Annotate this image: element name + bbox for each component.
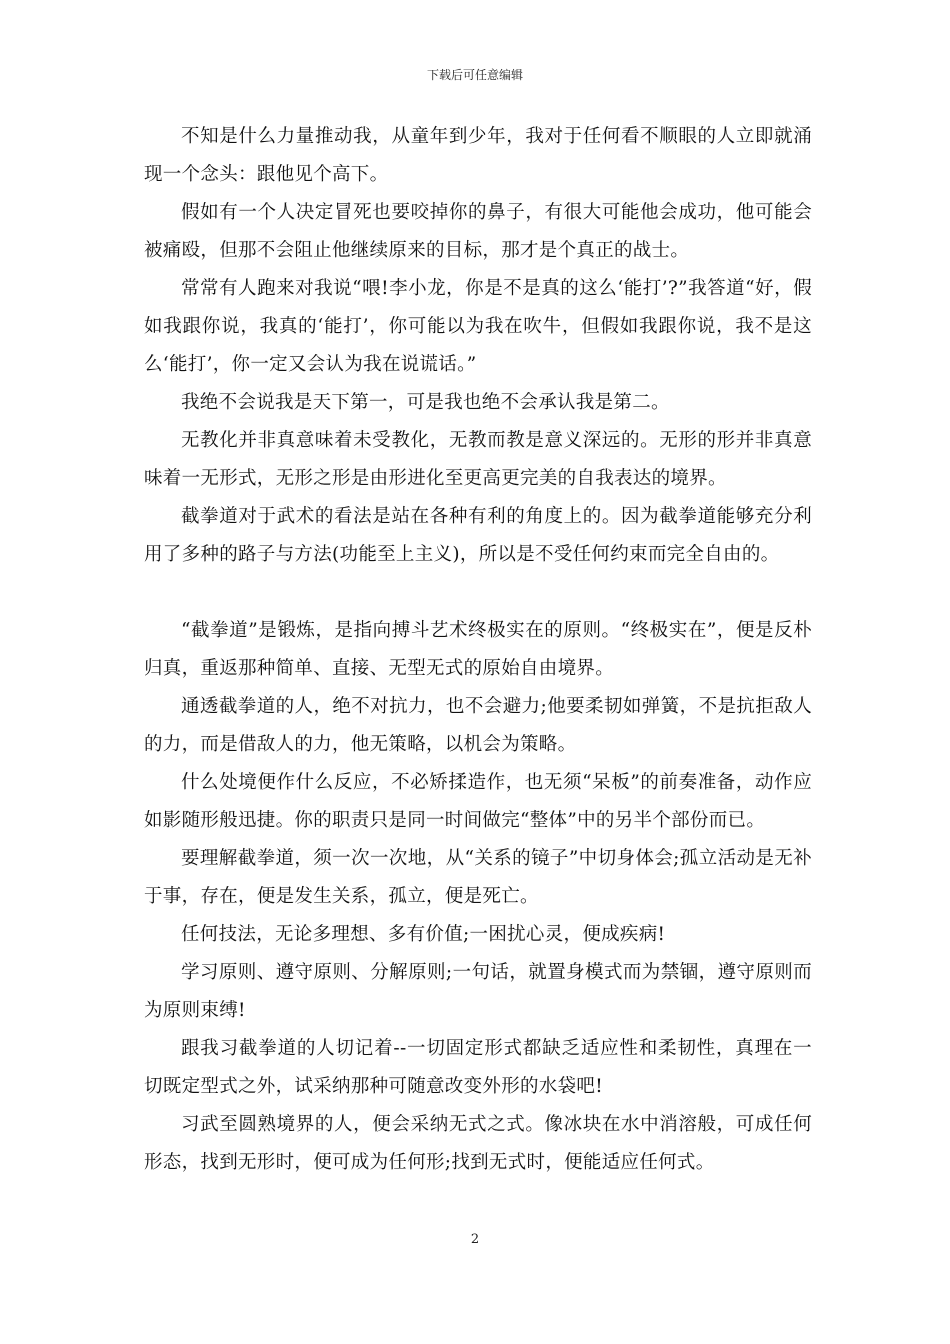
paragraph: 我绝不会说我是天下第一，可是我也绝不会承认我是第二。 [181, 392, 670, 413]
paragraph: 习武至圆熟境界的人，便会采纳无式之式。像冰块在水中消溶般，可成任何形态，找到无形时，便可成为任何形;找到无式时，便能适应任何式。 [144, 1114, 812, 1173]
document-body [144, 118, 812, 1182]
paragraph: 什么处境便作什么反应，不必矫揉造作，也无须“呆板”的前奏准备，动作应如影随形般迅捷。你的职责只是同一时间做完“整体”中的另半个部份而已。 [144, 772, 812, 831]
paragraph: 常常有人跑来对我说“喂!李小龙，你是不是真的这么‘能打’?”我答道“好，假如我跟你说，我真的‘能打’，你可能以为我在吹牛，但假如我跟你说，我不是这么‘能打’，你一定又会认为我在说谎话。” [144, 278, 812, 375]
paragraph: 通透截拳道的人，绝不对抗力，也不会避力;他要柔韧如弹簧，不是抗拒敌人的力，而是借敌人的力，他无策略，以机会为策略。 [144, 696, 812, 755]
page-number: 2 [470, 1232, 480, 1247]
paragraph: 学习原则、遵守原则、分解原则;一句话，就置身模式而为禁锢，遵守原则而为原则束缚! [144, 962, 812, 1021]
paragraph: 无教化并非真意味着未受教化，无教而教是意义深远的。无形的形并非真意味着一无形式，无形之形是由形进化至更高更完美的自我表达的境界。 [144, 430, 812, 489]
paragraph: “截拳道”是锻炼，是指向搏斗艺术终极实在的原则。“终极实在”，便是反朴归真，重返那种简单、直接、无型无式的原始自由境界。 [144, 620, 812, 679]
paragraph: 跟我习截拳道的人切记着--一切固定形式都缺乏适应性和柔韧性，真理在一切既定型式之外，试采纳那种可随意改变外形的水袋吧! [144, 1038, 812, 1097]
paragraph: 任何技法，无论多理想、多有价值;一困扰心灵，便成疾病! [181, 924, 666, 945]
page-header: 下载后可任意编辑 [426, 68, 523, 82]
paragraph: 截拳道对于武术的看法是站在各种有利的角度上的。因为截拳道能够充分利用了多种的路子与方法(功能至上主义)，所以是不受任何约束而完全自由的。 [144, 506, 812, 565]
paragraph: 假如有一个人决定冒死也要咬掉你的鼻子，有很大可能他会成功，他可能会被痛殴，但那不会阻止他继续原来的目标，那才是个真正的战士。 [144, 202, 812, 261]
paragraph: 要理解截拳道，须一次一次地，从“关系的镜子”中切身体会;孤立活动是无补于事，存在，便是发生关系，孤立，便是死亡。 [144, 848, 812, 907]
section-gap [144, 574, 812, 612]
paragraph: 不知是什么力量推动我，从童年到少年，我对于任何看不顺眼的人立即就涌现一个念头：跟他见个高下。 [144, 126, 812, 185]
